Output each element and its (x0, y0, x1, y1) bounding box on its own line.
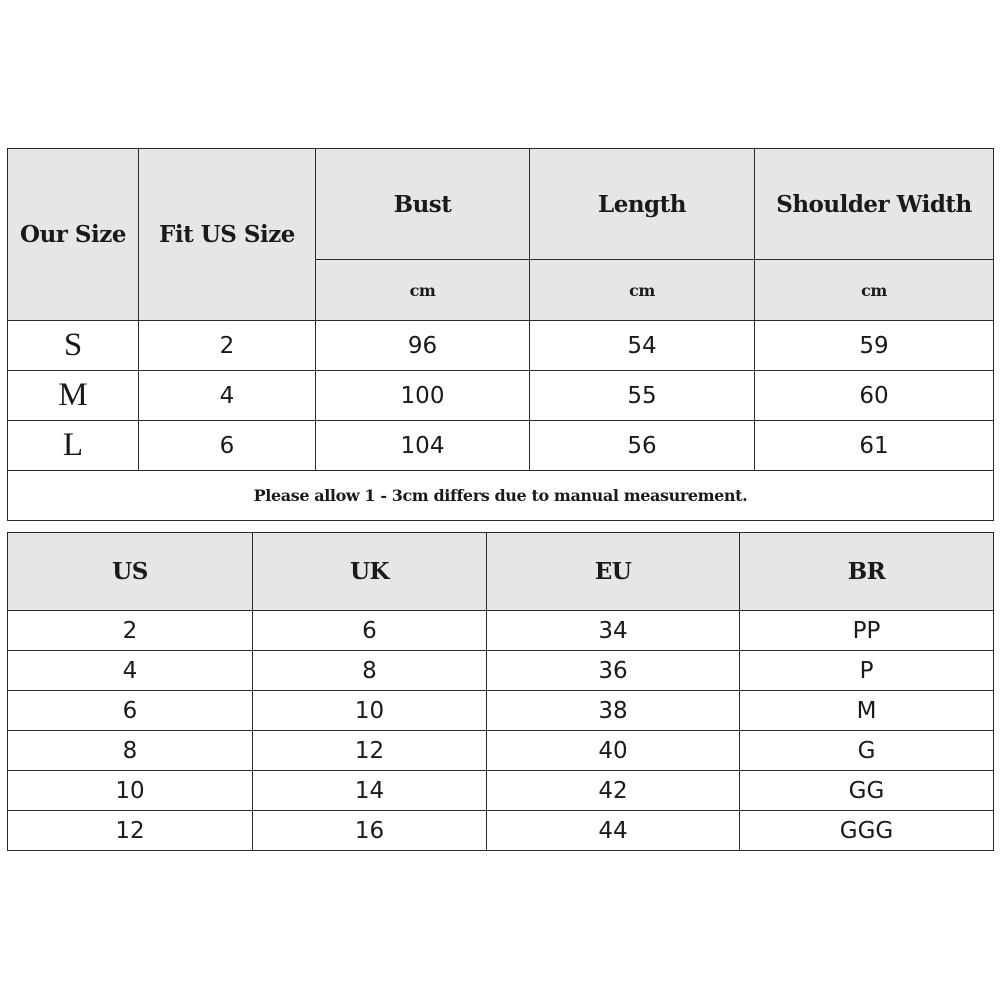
header-bust: Bust (316, 149, 530, 260)
uk-value: 16 (253, 811, 487, 851)
size-chart-table (7, 148, 994, 521)
length-value: 54 (530, 321, 755, 371)
us-value: 6 (8, 691, 253, 731)
unit-length: cm (530, 260, 755, 321)
unit-shoulder: cm (755, 260, 994, 321)
eu-value: 34 (487, 611, 740, 651)
header-length: Length (530, 149, 755, 260)
length-value: 55 (530, 371, 755, 421)
size-label: L (8, 421, 139, 471)
table-row (8, 691, 994, 731)
header-us: US (8, 533, 253, 611)
table-row (8, 771, 994, 811)
us-size: 6 (139, 421, 316, 471)
bust-value: 96 (316, 321, 530, 371)
uk-value: 12 (253, 731, 487, 771)
us-value: 2 (8, 611, 253, 651)
us-value: 4 (8, 651, 253, 691)
size-label: M (8, 371, 139, 421)
eu-value: 40 (487, 731, 740, 771)
br-value: GGG (740, 811, 994, 851)
header-br: BR (740, 533, 994, 611)
measurement-note: Please allow 1 - 3cm differs due to manual measurement. (8, 471, 994, 521)
table-row (8, 611, 994, 651)
uk-value: 10 (253, 691, 487, 731)
us-value: 12 (8, 811, 253, 851)
eu-value: 36 (487, 651, 740, 691)
uk-value: 8 (253, 651, 487, 691)
br-value: P (740, 651, 994, 691)
shoulder-value: 61 (755, 421, 994, 471)
header-eu: EU (487, 533, 740, 611)
us-size: 2 (139, 321, 316, 371)
eu-value: 42 (487, 771, 740, 811)
length-value: 56 (530, 421, 755, 471)
br-value: G (740, 731, 994, 771)
size-label: S (8, 321, 139, 371)
shoulder-value: 60 (755, 371, 994, 421)
header-fit-us-size: Fit US Size (139, 149, 316, 321)
table-row (8, 421, 994, 471)
table-row (8, 811, 994, 851)
us-value: 10 (8, 771, 253, 811)
eu-value: 44 (487, 811, 740, 851)
br-value: GG (740, 771, 994, 811)
header-our-size: Our Size (8, 149, 139, 321)
header-uk: UK (253, 533, 487, 611)
bust-value: 100 (316, 371, 530, 421)
table-row (8, 651, 994, 691)
br-value: PP (740, 611, 994, 651)
bust-value: 104 (316, 421, 530, 471)
unit-bust: cm (316, 260, 530, 321)
table-row (8, 321, 994, 371)
shoulder-value: 59 (755, 321, 994, 371)
table-row (8, 731, 994, 771)
us-size: 4 (139, 371, 316, 421)
conversion-chart-table (7, 532, 994, 851)
table-row (8, 371, 994, 421)
header-shoulder-width: Shoulder Width (755, 149, 994, 260)
br-value: M (740, 691, 994, 731)
eu-value: 38 (487, 691, 740, 731)
uk-value: 6 (253, 611, 487, 651)
uk-value: 14 (253, 771, 487, 811)
us-value: 8 (8, 731, 253, 771)
